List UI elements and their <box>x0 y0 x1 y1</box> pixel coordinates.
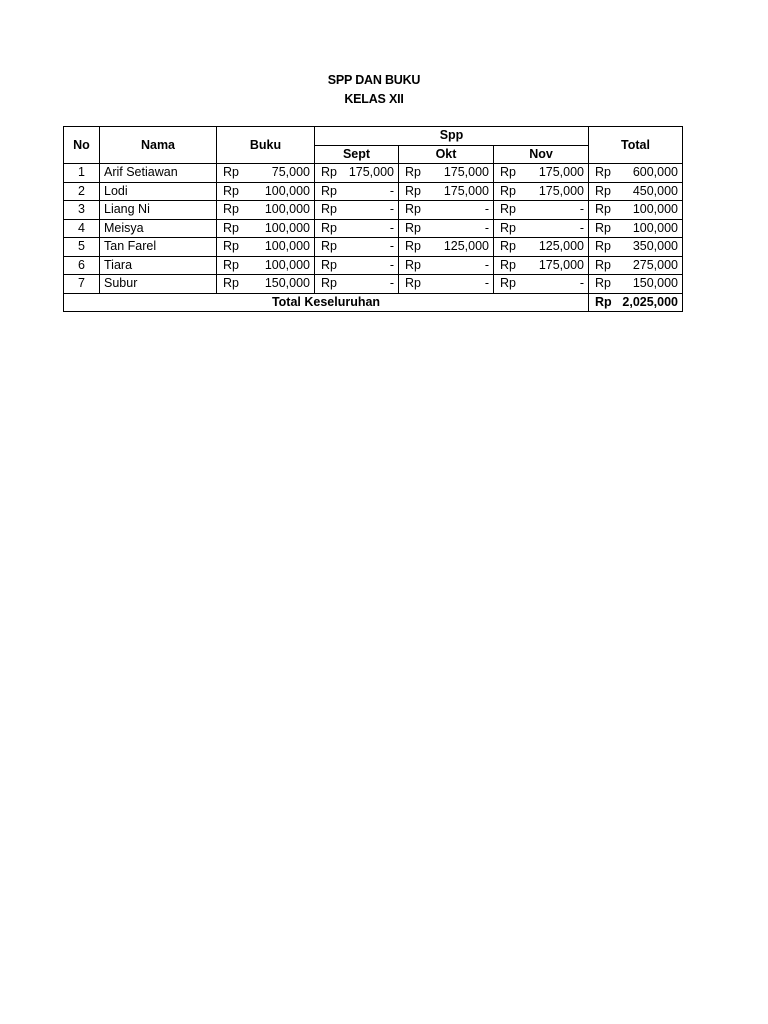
currency-label: Rp <box>494 164 524 183</box>
total-amount: 100,000 <box>619 219 683 238</box>
header-no: No <box>64 127 100 164</box>
header-nama: Nama <box>100 127 217 164</box>
currency-label: Rp <box>589 256 619 275</box>
currency-label: Rp <box>494 201 524 220</box>
currency-label: Rp <box>315 182 342 201</box>
student-name: Liang Ni <box>100 201 217 220</box>
currency-label: Rp <box>315 238 342 257</box>
table-row <box>64 219 683 238</box>
total-amount: 600,000 <box>619 164 683 183</box>
document-title-block <box>0 71 748 109</box>
currency-label: Rp <box>217 256 247 275</box>
buku-amount: 100,000 <box>247 182 315 201</box>
currency-label: Rp <box>217 275 247 294</box>
okt-amount: - <box>429 219 494 238</box>
student-name: Arif Setiawan <box>100 164 217 183</box>
buku-amount: 75,000 <box>247 164 315 183</box>
okt-amount: 125,000 <box>429 238 494 257</box>
currency-label: Rp <box>399 182 429 201</box>
document-title: SPP DAN BUKU <box>327 73 421 87</box>
document-subtitle: KELAS XII <box>344 92 404 106</box>
total-label: Total Keseluruhan <box>64 293 589 312</box>
currency-label: Rp <box>589 182 619 201</box>
sept-amount: - <box>342 219 399 238</box>
student-name: Lodi <box>100 182 217 201</box>
table-row <box>64 275 683 294</box>
header-nov: Nov <box>494 145 589 164</box>
row-number: 6 <box>64 256 100 275</box>
total-amount: 350,000 <box>619 238 683 257</box>
currency-label: Rp <box>494 182 524 201</box>
currency-label: Rp <box>399 164 429 183</box>
currency-label: Rp <box>589 201 619 220</box>
header-sept: Sept <box>315 145 399 164</box>
table-row <box>64 238 683 257</box>
nov-amount: 175,000 <box>524 256 589 275</box>
currency-label: Rp <box>589 293 619 312</box>
row-number: 7 <box>64 275 100 294</box>
okt-amount: 175,000 <box>429 182 494 201</box>
currency-label: Rp <box>494 256 524 275</box>
grand-total-value: 2,025,000 <box>619 293 683 312</box>
buku-amount: 100,000 <box>247 238 315 257</box>
sept-amount: - <box>342 238 399 257</box>
row-number: 4 <box>64 219 100 238</box>
currency-label: Rp <box>399 256 429 275</box>
currency-label: Rp <box>589 275 619 294</box>
buku-amount: 100,000 <box>247 219 315 238</box>
okt-amount: 175,000 <box>429 164 494 183</box>
okt-amount: - <box>429 256 494 275</box>
header-buku: Buku <box>217 127 315 164</box>
table-row <box>64 256 683 275</box>
currency-label: Rp <box>217 238 247 257</box>
currency-label: Rp <box>589 238 619 257</box>
sept-amount: - <box>342 201 399 220</box>
buku-amount: 100,000 <box>247 201 315 220</box>
currency-label: Rp <box>399 238 429 257</box>
header-spp: Spp <box>315 127 589 146</box>
total-amount: 100,000 <box>619 201 683 220</box>
row-number: 2 <box>64 182 100 201</box>
table-row <box>64 164 683 183</box>
currency-label: Rp <box>217 182 247 201</box>
sept-amount: - <box>342 275 399 294</box>
student-name: Tiara <box>100 256 217 275</box>
nov-amount: 125,000 <box>524 238 589 257</box>
currency-label: Rp <box>399 201 429 220</box>
row-number: 5 <box>64 238 100 257</box>
total-row <box>64 293 683 312</box>
currency-label: Rp <box>399 219 429 238</box>
nov-amount: - <box>524 201 589 220</box>
header-okt: Okt <box>399 145 494 164</box>
currency-label: Rp <box>494 219 524 238</box>
currency-label: Rp <box>494 275 524 294</box>
okt-amount: - <box>429 201 494 220</box>
total-amount: 275,000 <box>619 256 683 275</box>
total-amount: 150,000 <box>619 275 683 294</box>
payment-table <box>63 126 683 312</box>
student-name: Subur <box>100 275 217 294</box>
currency-label: Rp <box>217 219 247 238</box>
currency-label: Rp <box>315 256 342 275</box>
nov-amount: - <box>524 219 589 238</box>
currency-label: Rp <box>315 275 342 294</box>
student-name: Tan Farel <box>100 238 217 257</box>
buku-amount: 150,000 <box>247 275 315 294</box>
currency-label: Rp <box>315 219 342 238</box>
student-name: Meisya <box>100 219 217 238</box>
sept-amount: 175,000 <box>342 164 399 183</box>
currency-label: Rp <box>589 164 619 183</box>
currency-label: Rp <box>315 164 342 183</box>
table-row <box>64 182 683 201</box>
sept-amount: - <box>342 256 399 275</box>
currency-label: Rp <box>494 238 524 257</box>
table-row <box>64 201 683 220</box>
row-number: 3 <box>64 201 100 220</box>
currency-label: Rp <box>217 201 247 220</box>
row-number: 1 <box>64 164 100 183</box>
currency-label: Rp <box>399 275 429 294</box>
table-body <box>64 164 683 294</box>
okt-amount: - <box>429 275 494 294</box>
nov-amount: 175,000 <box>524 164 589 183</box>
nov-amount: - <box>524 275 589 294</box>
sept-amount: - <box>342 182 399 201</box>
currency-label: Rp <box>315 201 342 220</box>
header-total: Total <box>589 127 683 164</box>
currency-label: Rp <box>217 164 247 183</box>
total-amount: 450,000 <box>619 182 683 201</box>
currency-label: Rp <box>589 219 619 238</box>
nov-amount: 175,000 <box>524 182 589 201</box>
buku-amount: 100,000 <box>247 256 315 275</box>
